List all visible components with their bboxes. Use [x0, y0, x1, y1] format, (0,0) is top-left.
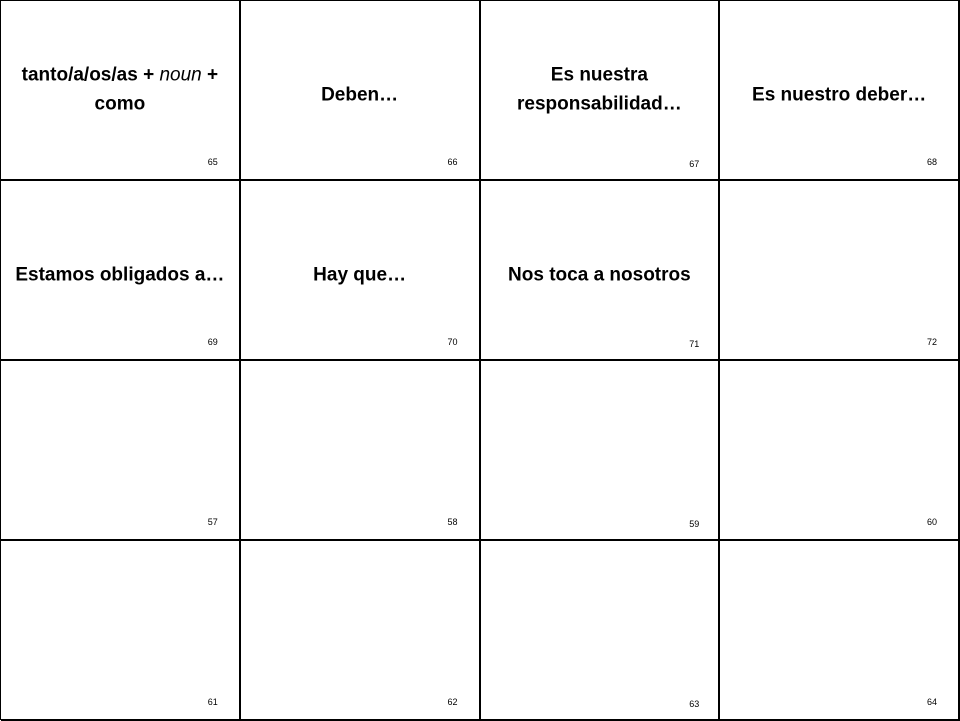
- card-cell: [241, 181, 481, 361]
- card-row: [1, 541, 960, 721]
- card-number: 63: [689, 699, 700, 709]
- card-cell: [720, 181, 960, 361]
- card-number: 57: [207, 517, 218, 527]
- card-phrase-part: + como: [94, 64, 219, 115]
- card-phrase-part: Deben…: [321, 84, 399, 106]
- card-number: 71: [689, 339, 700, 349]
- card-phrase-part: tanto/a/os/as +: [21, 64, 160, 86]
- card-cell: [241, 361, 481, 541]
- card-phrase-part: noun: [159, 64, 202, 86]
- card-number: 65: [207, 157, 218, 167]
- card-cell: [241, 1, 481, 181]
- card-cell: [481, 541, 721, 721]
- card-phrase-part: Estamos obligados a…: [15, 264, 225, 286]
- card-phrase-part: Hay que…: [313, 264, 407, 286]
- card-cell: [1, 361, 241, 541]
- card-number: 66: [447, 157, 458, 167]
- card-cell: [720, 541, 960, 721]
- card-cell: [720, 361, 960, 541]
- card-cell: [720, 1, 960, 181]
- card-number: 58: [447, 517, 458, 527]
- card-phrase: [485, 260, 715, 289]
- card-cell: [1, 1, 241, 181]
- card-row: [1, 181, 960, 361]
- card-number: 61: [207, 697, 218, 707]
- card-phrase: [245, 260, 475, 289]
- card-phrase: [485, 60, 715, 118]
- card-phrase-part: Es nuestra responsabilidad…: [517, 64, 682, 115]
- card-phrase: [245, 80, 475, 109]
- card-cell: [481, 361, 721, 541]
- card-row: [1, 1, 960, 181]
- card-number: 64: [926, 697, 937, 707]
- card-phrase: [724, 80, 954, 109]
- card-phrase: [5, 260, 235, 289]
- card-number: 59: [689, 519, 700, 529]
- card-number: 70: [447, 337, 458, 347]
- card-cell: [481, 181, 721, 361]
- card-number: 60: [926, 517, 937, 527]
- card-phrase-part: Nos toca a nosotros: [508, 264, 691, 286]
- card-cell: [241, 541, 481, 721]
- card-number: 62: [447, 697, 458, 707]
- card-cell: [481, 1, 721, 181]
- card-phrase-part: Es nuestro deber…: [752, 84, 927, 106]
- card-number: 67: [689, 159, 700, 169]
- card-phrase: [5, 60, 235, 118]
- card-cell: [1, 181, 241, 361]
- card-number: 72: [926, 337, 937, 347]
- card-number: 68: [926, 157, 937, 167]
- card-number: 69: [207, 337, 218, 347]
- card-row: [1, 361, 960, 541]
- card-cell: [1, 541, 241, 721]
